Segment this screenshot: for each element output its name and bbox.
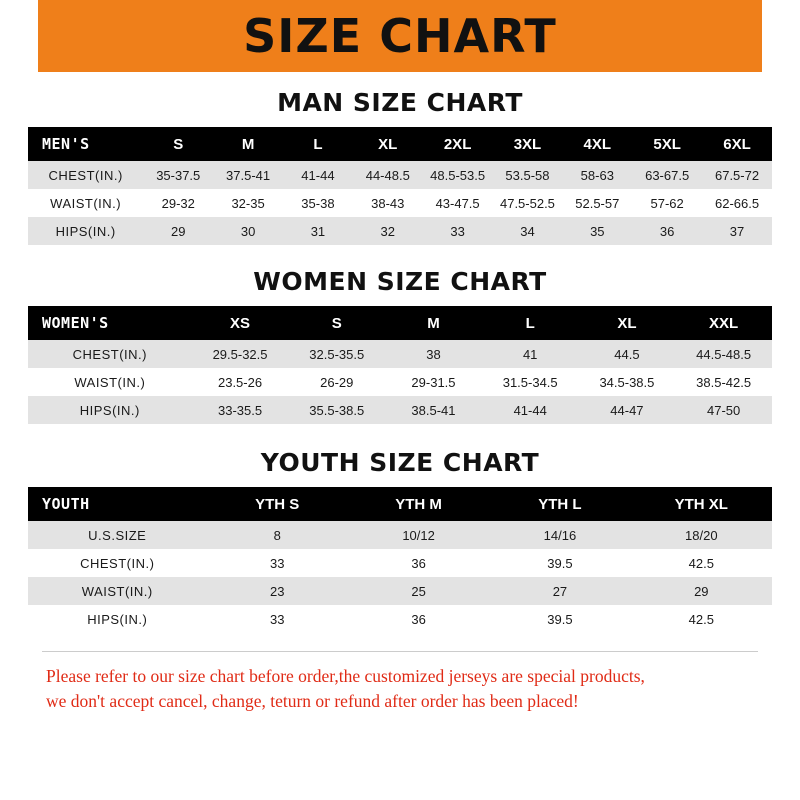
- table-cell: 34.5-38.5: [579, 368, 676, 396]
- table-header-cell: S: [288, 306, 385, 340]
- table-cell: 35: [562, 217, 632, 245]
- row-label: CHEST(IN.): [28, 161, 143, 189]
- table-cell: 23.5-26: [192, 368, 289, 396]
- table-cell: 33: [207, 605, 348, 633]
- table-cell: 34: [493, 217, 563, 245]
- table-row: [28, 340, 772, 368]
- table-header-cell: 3XL: [493, 127, 563, 161]
- table-cell: 57-62: [632, 189, 702, 217]
- table-cell: 33-35.5: [192, 396, 289, 424]
- row-label: CHEST(IN.): [28, 549, 207, 577]
- chart-content: [0, 72, 800, 800]
- table-row: [28, 605, 772, 633]
- table-row: [28, 161, 772, 189]
- table-cell: 29: [631, 577, 772, 605]
- table-header-cell: YTH S: [207, 487, 348, 521]
- table-cell: 23: [207, 577, 348, 605]
- table-cell: 44-48.5: [353, 161, 423, 189]
- table-header-cell: 2XL: [423, 127, 493, 161]
- section-man: [28, 88, 772, 245]
- row-label: HIPS(IN.): [28, 605, 207, 633]
- table-cell: 35.5-38.5: [288, 396, 385, 424]
- row-label: WAIST(IN.): [28, 368, 192, 396]
- table-row: [28, 189, 772, 217]
- table-row: [28, 521, 772, 549]
- table-cell: 27: [489, 577, 630, 605]
- table-cell: 29: [143, 217, 213, 245]
- table-cell: 37.5-41: [213, 161, 283, 189]
- table-header-cell: 6XL: [702, 127, 772, 161]
- table-cell: 10/12: [348, 521, 489, 549]
- table-cell: 14/16: [489, 521, 630, 549]
- table-row: [28, 368, 772, 396]
- table-header-cell: YTH L: [489, 487, 630, 521]
- table-cell: 36: [348, 549, 489, 577]
- row-label: WAIST(IN.): [28, 189, 143, 217]
- table-cell: 38: [385, 340, 482, 368]
- table-cell: 31: [283, 217, 353, 245]
- table-row: [28, 396, 772, 424]
- table-cell: 62-66.5: [702, 189, 772, 217]
- table-cell: 32: [353, 217, 423, 245]
- table-cell: 41: [482, 340, 579, 368]
- table-header-cell: XS: [192, 306, 289, 340]
- table-header-cell: YTH XL: [631, 487, 772, 521]
- table-cell: 25: [348, 577, 489, 605]
- table-header-cell: 5XL: [632, 127, 702, 161]
- table-row: [28, 217, 772, 245]
- header-right-spacer: [762, 0, 800, 72]
- table-header-cell: M: [213, 127, 283, 161]
- table-cell: 32.5-35.5: [288, 340, 385, 368]
- table-cell: 47-50: [675, 396, 772, 424]
- table-header-cell: L: [482, 306, 579, 340]
- table-header-cell: YTH M: [348, 487, 489, 521]
- table-cell: 35-38: [283, 189, 353, 217]
- table-row: [28, 549, 772, 577]
- table-cell: 32-35: [213, 189, 283, 217]
- table-header-cell: S: [143, 127, 213, 161]
- table-cell: 39.5: [489, 549, 630, 577]
- table-header-cell: XXL: [675, 306, 772, 340]
- table-cell: 38-43: [353, 189, 423, 217]
- table-cell: 41-44: [283, 161, 353, 189]
- table-cell: 37: [702, 217, 772, 245]
- row-label: CHEST(IN.): [28, 340, 192, 368]
- table-header-cell: MEN'S: [28, 127, 143, 161]
- section-youth: [28, 448, 772, 633]
- row-label: U.S.SIZE: [28, 521, 207, 549]
- table-cell: 18/20: [631, 521, 772, 549]
- table-cell: 35-37.5: [143, 161, 213, 189]
- table-cell: 44.5: [579, 340, 676, 368]
- table-header-cell: M: [385, 306, 482, 340]
- table-cell: 42.5: [631, 549, 772, 577]
- table-cell: 47.5-52.5: [493, 189, 563, 217]
- table-header-cell: 4XL: [562, 127, 632, 161]
- table-header-cell: XL: [353, 127, 423, 161]
- table-cell: 29-32: [143, 189, 213, 217]
- table-cell: 36: [632, 217, 702, 245]
- disclaimer-line-1: Please refer to our size chart before order,the customized jerseys are special products,: [46, 666, 645, 686]
- table-header-cell: L: [283, 127, 353, 161]
- row-label: WAIST(IN.): [28, 577, 207, 605]
- header-left-spacer: [0, 0, 38, 72]
- table-row: [28, 577, 772, 605]
- table-cell: 43-47.5: [423, 189, 493, 217]
- disclaimer-note: [42, 651, 758, 725]
- table-cell: 53.5-58: [493, 161, 563, 189]
- table-youth: [28, 487, 772, 633]
- table-cell: 67.5-72: [702, 161, 772, 189]
- table-cell: 38.5-42.5: [675, 368, 772, 396]
- table-cell: 41-44: [482, 396, 579, 424]
- section-title-youth: YOUTH SIZE CHART: [260, 448, 540, 477]
- table-cell: 42.5: [631, 605, 772, 633]
- header-band: [0, 0, 800, 72]
- row-label: HIPS(IN.): [28, 396, 192, 424]
- row-label: HIPS(IN.): [28, 217, 143, 245]
- section-title-women: WOMEN SIZE CHART: [253, 267, 547, 296]
- table-cell: 44.5-48.5: [675, 340, 772, 368]
- table-header-cell: XL: [579, 306, 676, 340]
- section-title-man: MAN SIZE CHART: [277, 88, 523, 117]
- table-header-row: [28, 127, 772, 161]
- section-women: [28, 267, 772, 424]
- table-cell: 30: [213, 217, 283, 245]
- table-cell: 63-67.5: [632, 161, 702, 189]
- disclaimer-line-2: we don't accept cancel, change, teturn or refund after order has been placed!: [46, 691, 579, 712]
- table-header-cell: WOMEN'S: [28, 306, 192, 340]
- table-cell: 58-63: [562, 161, 632, 189]
- table-cell: 26-29: [288, 368, 385, 396]
- table-cell: 8: [207, 521, 348, 549]
- table-cell: 29-31.5: [385, 368, 482, 396]
- table-cell: 31.5-34.5: [482, 368, 579, 396]
- table-cell: 33: [423, 217, 493, 245]
- table-cell: 52.5-57: [562, 189, 632, 217]
- table-cell: 38.5-41: [385, 396, 482, 424]
- table-cell: 48.5-53.5: [423, 161, 493, 189]
- table-header-row: [28, 487, 772, 521]
- table-women: [28, 306, 772, 424]
- table-cell: 44-47: [579, 396, 676, 424]
- table-cell: 36: [348, 605, 489, 633]
- table-header-row: [28, 306, 772, 340]
- table-header-cell: YOUTH: [28, 487, 207, 521]
- table-cell: 39.5: [489, 605, 630, 633]
- table-cell: 29.5-32.5: [192, 340, 289, 368]
- page-title: SIZE CHART: [243, 9, 557, 63]
- table-cell: 33: [207, 549, 348, 577]
- table-men: [28, 127, 772, 245]
